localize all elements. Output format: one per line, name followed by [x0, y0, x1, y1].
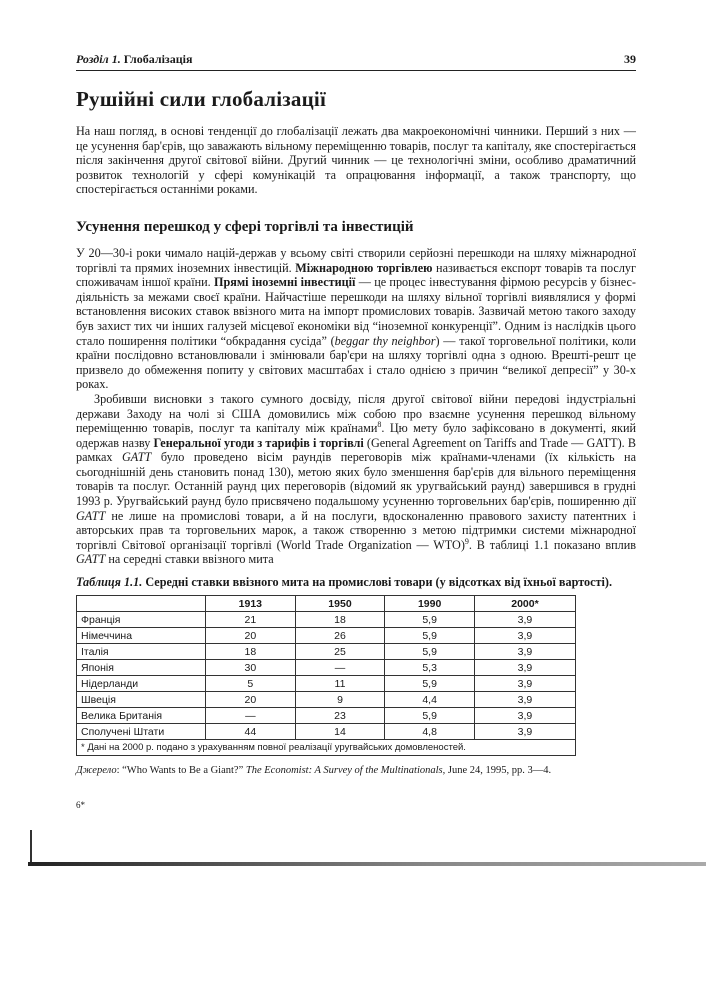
table-caption	[76, 575, 636, 589]
value-cell: 5,9	[385, 708, 475, 724]
country-cell: Нідерланди	[77, 676, 206, 692]
value-cell: 11	[295, 676, 385, 692]
value-cell: 3,9	[474, 708, 575, 724]
country-cell: Велика Британія	[77, 708, 206, 724]
p1-text-e: ) — такої торговельної політики, коли країни послідовно встановлювали і змінювали бар'єри на шляху торгівлі одна з одною. Врешті-решт це призвело до обмеження попиту у світових масштабах і стало однією з причин “великої депресії” у 30-х роках.	[76, 333, 636, 392]
value-cell: 44	[206, 724, 296, 740]
value-cell: 5,9	[385, 644, 475, 660]
source-publication: The Economist: A Survey of the Multinationals,	[245, 765, 446, 777]
value-cell: 3,9	[474, 612, 575, 628]
page-number: 39	[624, 52, 636, 66]
value-cell: 25	[295, 644, 385, 660]
table-row	[77, 644, 576, 660]
term-fdi: Прямі іноземні інвестиції	[214, 275, 356, 290]
table-row	[77, 708, 576, 724]
value-cell: 3,9	[474, 644, 575, 660]
term-international-trade: Міжнародною торгівлею	[295, 260, 433, 275]
value-cell: 3,9	[474, 724, 575, 740]
section-label	[76, 52, 192, 67]
table-caption-label: Таблиця 1.1.	[76, 575, 146, 590]
table-row	[77, 628, 576, 644]
column-header: 1950	[295, 596, 385, 612]
table-source	[76, 764, 636, 777]
column-header	[77, 596, 206, 612]
country-cell: Італія	[77, 644, 206, 660]
scan-edge-line	[28, 862, 706, 866]
table-row	[77, 676, 576, 692]
p2-text-c: (General Agreement on Tariffs and Trade — GATT). В рамках	[76, 435, 636, 465]
footnote-ref-8: 8	[377, 420, 382, 430]
table-footnote-row	[77, 740, 576, 756]
column-header: 2000*	[474, 596, 575, 612]
p2-text-d: було проведено вісім раундів переговорів між країнами-членами (їх кількість на сьогоднішній день становить понад 130), метою яких було зменшення бар'єрів для вільного переміщення товарів та послуг. Останній раунд цих переговорів (відомий як уругвайський раунд) завершився в грудні 1993 р. Уругвайський раунд було присвячено подальшому усуненню торговельних бар'єрів, поширенню дії	[76, 450, 636, 509]
source-text: : “Who Wants to Be a Giant?”	[116, 765, 246, 777]
country-cell: Франція	[77, 612, 206, 628]
value-cell: 3,9	[474, 676, 575, 692]
p2-text-e: не лише на промислові товари, а й на послуги, вдосконаленню правового захисту патентних і авторських прав та торговельних марок, а також створенню з метою підтримки системи міжнародної торгівлі Світової організації торгівлі (World Trade Organization — WTO)	[76, 508, 636, 552]
table-caption-text: Середні ставки ввізного мита на промислові товари (у відсотках від їхньої вартості).	[145, 575, 613, 590]
source-date: June 24, 1995, pp. 3—4.	[445, 765, 552, 777]
column-header: 1913	[206, 596, 296, 612]
country-cell: Японія	[77, 660, 206, 676]
value-cell: 5,9	[385, 676, 475, 692]
value-cell: 18	[295, 612, 385, 628]
value-cell: —	[206, 708, 296, 724]
value-cell: 4,8	[385, 724, 475, 740]
value-cell: 5,3	[385, 660, 475, 676]
paragraph-2	[76, 392, 636, 567]
value-cell: 5	[206, 676, 296, 692]
term-beggar-thy-neighbor: beggar thy neighbor	[334, 333, 436, 348]
value-cell: 18	[206, 644, 296, 660]
table-row	[77, 724, 576, 740]
value-cell: 3,9	[474, 660, 575, 676]
table-header-row	[77, 596, 576, 612]
intro-paragraph: На наш погляд, в основі тенденції до глобалізації лежать два макроекономічні чинники. Перший з них — це усунення бар'єрів, що заважають вільному переміщенню товарів, послуг та капіталу, яке спостерігається після закінчення другої світової війни. Другий чинник — це технологічні зміни, особливо драматичний розвиток технологій у сфері комунікацій та опрацювання інформації, а також транспорту, що спостерігається останніми роками.	[76, 124, 636, 197]
table-footnote: * Дані на 2000 р. подано з урахуванням повної реалізації уругвайських домовленостей.	[77, 740, 576, 756]
gatt-abbr-3: GATT	[76, 552, 106, 567]
gatt-abbr-1: GATT	[121, 450, 152, 465]
p2-text-a: Зробивши висновки з такого сумного досвіду, після другої світової війни передові індустріальні держави Заходу на чолі зі США домовились між собою про взаємне усунення перешкод вільному переміщенню товарів, послуг та капіталу між країнами	[76, 391, 636, 436]
value-cell: 20	[206, 628, 296, 644]
value-cell: —	[295, 660, 385, 676]
paragraph-1	[76, 246, 636, 392]
chapter-title: Рушійні сили глобалізації	[76, 87, 326, 111]
table-row	[77, 612, 576, 628]
value-cell: 3,9	[474, 628, 575, 644]
country-cell: Сполучені Штати	[77, 724, 206, 740]
p2-text-b: . Цю мету було зафіксовано в документі, який одержав назву	[76, 421, 636, 450]
p2-text-f: . В таблиці 1.1 показано вплив	[468, 537, 636, 552]
term-gatt: Генеральної угоди з тарифів і торгівлі	[153, 435, 364, 450]
tariff-table	[76, 595, 576, 756]
value-cell: 14	[295, 724, 385, 740]
section-title: Глобалізація	[123, 52, 193, 66]
document-page	[76, 52, 636, 777]
value-cell: 20	[206, 692, 296, 708]
column-header: 1990	[385, 596, 475, 612]
table-row	[77, 660, 576, 676]
scan-artifact-mark	[30, 830, 32, 862]
p1-text-d: — це процес інвестування фірмою ресурсів у бізнес-діяльність за межами своєї країни. Найчастіше перешкоди на шляху вільної торгівлі виявлялися у формі встановлення високих ставок ввізного мита на імпорт промислових товарів. Зазвичай метою такого заходу був захист тих чи інших галузей місцевої економіки від “іноземної конкуренції”. Одним із наслідків цього стало поширення політики “обкрадання сусіда” (	[76, 275, 636, 348]
source-label: Джерело	[76, 765, 117, 777]
subheading: Усунення перешкод у сфері торгівлі та інвестицій	[76, 218, 414, 235]
p2-text-g: на середні ставки ввізного мита	[105, 552, 274, 567]
country-cell: Швеція	[77, 692, 206, 708]
value-cell: 3,9	[474, 692, 575, 708]
value-cell: 30	[206, 660, 296, 676]
section-number: Розділ 1.	[76, 52, 121, 66]
value-cell: 5,9	[385, 612, 475, 628]
value-cell: 5,9	[385, 628, 475, 644]
signature-mark: 6*	[76, 800, 85, 810]
p1-text-a: У 20—30-і роки чимало націй-держав у всьому світі створили серйозні перешкоди на шляху міжнародної торгівлі та прямих іноземних інвестицій.	[76, 245, 636, 275]
value-cell: 21	[206, 612, 296, 628]
country-cell: Німеччина	[77, 628, 206, 644]
value-cell: 9	[295, 692, 385, 708]
value-cell: 26	[295, 628, 385, 644]
value-cell: 4,4	[385, 692, 475, 708]
footnote-ref-9: 9	[464, 536, 469, 546]
value-cell: 23	[295, 708, 385, 724]
running-header	[76, 52, 636, 71]
table-row	[77, 692, 576, 708]
gatt-abbr-2: GATT	[76, 508, 106, 523]
p1-text-c: називається експорт товарів та послуг споживачам іншої країни.	[76, 260, 636, 290]
